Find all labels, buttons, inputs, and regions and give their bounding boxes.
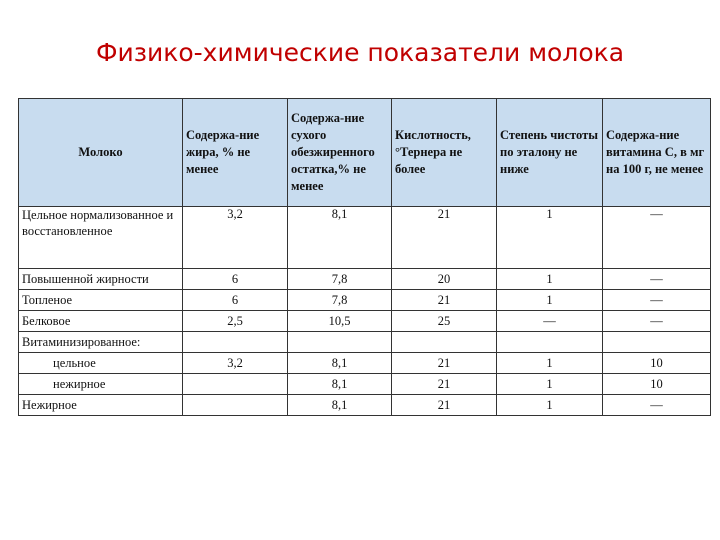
cell-purity: 1 <box>497 207 603 269</box>
cell-purity: 1 <box>497 395 603 416</box>
cell-vitamin-c: — <box>603 395 711 416</box>
cell-dry-residue: 8,1 <box>288 374 392 395</box>
table-row <box>19 395 711 416</box>
cell-dry-residue: 7,8 <box>288 269 392 290</box>
cell-dry-residue: 8,1 <box>288 353 392 374</box>
cell-acidity: 21 <box>392 395 497 416</box>
row-name: Цельное нормализованное и восстановленное <box>19 207 183 269</box>
cell-fat: 3,2 <box>183 207 288 269</box>
cell-acidity: 21 <box>392 290 497 311</box>
cell-purity: 1 <box>497 374 603 395</box>
cell-dry-residue: 7,8 <box>288 290 392 311</box>
table-row <box>19 207 711 269</box>
column-header-acidity: Кислотность, °Тернера не более <box>392 99 497 207</box>
table-row <box>19 290 711 311</box>
column-header-fat: Содержа-ние жира, % не менее <box>183 99 288 207</box>
cell-fat: 2,5 <box>183 311 288 332</box>
row-name: нежирное <box>19 374 183 395</box>
cell-vitamin-c: — <box>603 311 711 332</box>
cell-acidity: 25 <box>392 311 497 332</box>
row-name: Белковое <box>19 311 183 332</box>
row-name: Витаминизированное: <box>19 332 183 353</box>
column-header-purity: Степень чистоты по эталону не ниже <box>497 99 603 207</box>
table-row <box>19 269 711 290</box>
table-row <box>19 353 711 374</box>
slide-title: Физико-химические показатели молока <box>95 38 625 67</box>
cell-fat: 6 <box>183 290 288 311</box>
cell-vitamin-c: 10 <box>603 374 711 395</box>
milk-indicators-table-container <box>18 98 710 416</box>
cell-vitamin-c: 10 <box>603 353 711 374</box>
table-header-row <box>19 99 711 207</box>
cell-dry-residue <box>288 332 392 353</box>
cell-purity <box>497 332 603 353</box>
cell-purity: 1 <box>497 353 603 374</box>
cell-fat: 3,2 <box>183 353 288 374</box>
column-header-milk: Молоко <box>19 99 183 207</box>
row-name: Топленое <box>19 290 183 311</box>
row-name: цельное <box>19 353 183 374</box>
cell-acidity: 21 <box>392 374 497 395</box>
cell-purity: — <box>497 311 603 332</box>
cell-dry-residue: 8,1 <box>288 395 392 416</box>
cell-fat: 6 <box>183 269 288 290</box>
table-row <box>19 374 711 395</box>
table-row <box>19 332 711 353</box>
cell-vitamin-c: — <box>603 290 711 311</box>
cell-acidity <box>392 332 497 353</box>
cell-dry-residue: 10,5 <box>288 311 392 332</box>
cell-fat <box>183 395 288 416</box>
cell-vitamin-c <box>603 332 711 353</box>
cell-acidity: 21 <box>392 207 497 269</box>
cell-fat <box>183 332 288 353</box>
cell-purity: 1 <box>497 290 603 311</box>
cell-vitamin-c: — <box>603 269 711 290</box>
cell-dry-residue: 8,1 <box>288 207 392 269</box>
cell-vitamin-c: — <box>603 207 711 269</box>
table-row <box>19 311 711 332</box>
cell-fat <box>183 374 288 395</box>
milk-indicators-table <box>18 98 711 416</box>
row-name: Нежирное <box>19 395 183 416</box>
row-name: Повышенной жирности <box>19 269 183 290</box>
column-header-vitamin-c: Содержа-ние витамина С, в мг на 100 г, не менее <box>603 99 711 207</box>
cell-acidity: 21 <box>392 353 497 374</box>
column-header-dry-residue: Содержа-ние сухого обезжиренного остатка,% не менее <box>288 99 392 207</box>
cell-acidity: 20 <box>392 269 497 290</box>
cell-purity: 1 <box>497 269 603 290</box>
